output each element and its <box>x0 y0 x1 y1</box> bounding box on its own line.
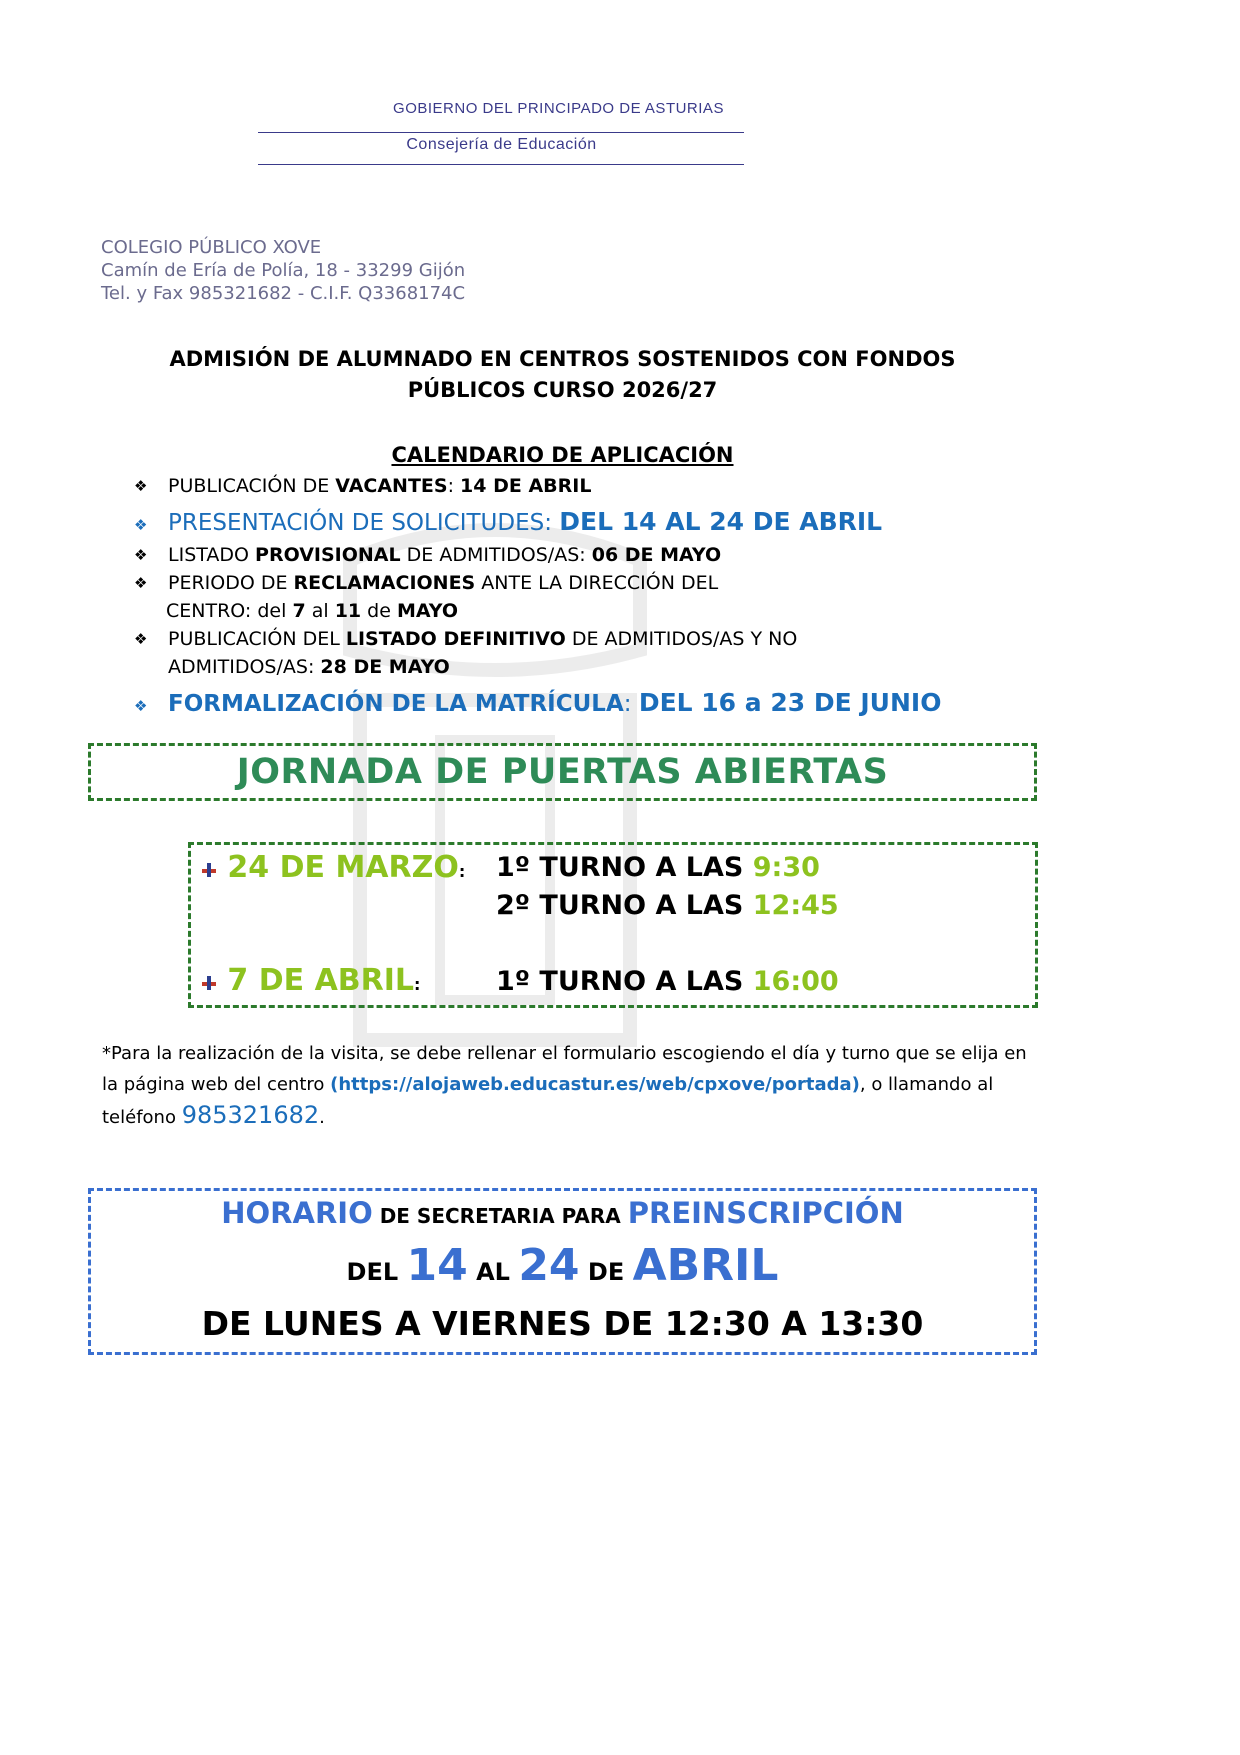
schedule-turn: 1º TURNO A LAS 9:30 <box>496 852 820 883</box>
diamond-bullet-icon: ❖ <box>134 697 148 715</box>
visit-note: *Para la realización de la visita, se debe rellenar el formulario escogiendo el día y turno que se elija en la página web del centro (https://alojaweb.educastur.es/web/cpxove/portada), o llamando al teléfono 985321682. <box>102 1043 1027 1129</box>
title-line-2: PÚBLICOS CURSO 2026/27 <box>407 378 718 402</box>
schedule-turn: 2º TURNO A LAS 12:45 <box>496 890 839 921</box>
title-line-1: ADMISIÓN DE ALUMNADO EN CENTROS SOSTENIDOS CON FONDOS <box>169 347 956 371</box>
schedule-day-2: 7 DE ABRIL: <box>200 963 420 998</box>
list-item: ❖ PUBLICACIÓN DE VACANTES: 14 DE ABRIL <box>134 472 1034 500</box>
page-title <box>100 344 1025 406</box>
list-item: ❖ PRESENTACIÓN DE SOLICITUDES: DEL 14 AL 24 DE ABRIL <box>134 504 1034 541</box>
header-divider-bottom <box>258 164 744 165</box>
school-website-link[interactable]: (https://alojaweb.educastur.es/web/cpxove/portada) <box>330 1074 860 1095</box>
school-address: Camín de Ería de Polía, 18 - 33299 Gijón <box>101 260 466 281</box>
plus-square-icon <box>200 974 218 992</box>
diamond-bullet-icon: ❖ <box>134 516 148 534</box>
school-contact: Tel. y Fax 985321682 - C.I.F. Q3368174C <box>101 283 466 304</box>
plus-square-icon <box>200 861 218 879</box>
diamond-bullet-icon: ❖ <box>134 630 148 648</box>
school-name: COLEGIO PÚBLICO XOVE <box>101 237 322 258</box>
diamond-bullet-icon: ❖ <box>134 546 148 564</box>
school-info <box>101 236 465 305</box>
list-item: ❖ PERIODO DE RECLAMACIONES ANTE LA DIRECCIÓN DEL CENTRO: del 7 al 11 de MAYO <box>134 569 1034 625</box>
department-name: Consejería de Educación <box>406 136 597 153</box>
header-divider-top <box>258 132 744 133</box>
phone-number[interactable]: 985321682 <box>181 1101 320 1129</box>
list-item: ❖ FORMALIZACIÓN DE LA MATRÍCULA: DEL 16 a 23 DE JUNIO <box>134 685 1034 722</box>
schedule-day-1: 24 DE MARZO: <box>200 850 465 885</box>
diamond-bullet-icon: ❖ <box>134 477 148 495</box>
schedule-turn: 1º TURNO A LAS 16:00 <box>496 966 839 997</box>
secretary-hours-heading: HORARIO DE SECRETARIA PARA PREINSCRIPCIÓN <box>221 1196 904 1230</box>
list-item: ❖ LISTADO PROVISIONAL DE ADMITIDOS/AS: 06 DE MAYO <box>134 541 1034 569</box>
government-header: GOBIERNO DEL PRINCIPADO DE ASTURIAS <box>393 100 724 117</box>
secretary-hours-text: DE LUNES A VIERNES DE 12:30 A 13:30 <box>201 1304 924 1343</box>
calendar-list <box>134 472 1034 722</box>
open-day-heading: JORNADA DE PUERTAS ABIERTAS <box>236 752 889 792</box>
diamond-bullet-icon: ❖ <box>134 574 148 592</box>
secretary-dates: DEL 14 AL 24 DE ABRIL <box>346 1240 779 1291</box>
list-item: ❖ PUBLICACIÓN DEL LISTADO DEFINITIVO DE ADMITIDOS/AS Y NO ADMITIDOS/AS: 28 DE MAYO <box>134 625 1034 681</box>
calendar-heading: CALENDARIO DE APLICACIÓN <box>391 443 734 467</box>
